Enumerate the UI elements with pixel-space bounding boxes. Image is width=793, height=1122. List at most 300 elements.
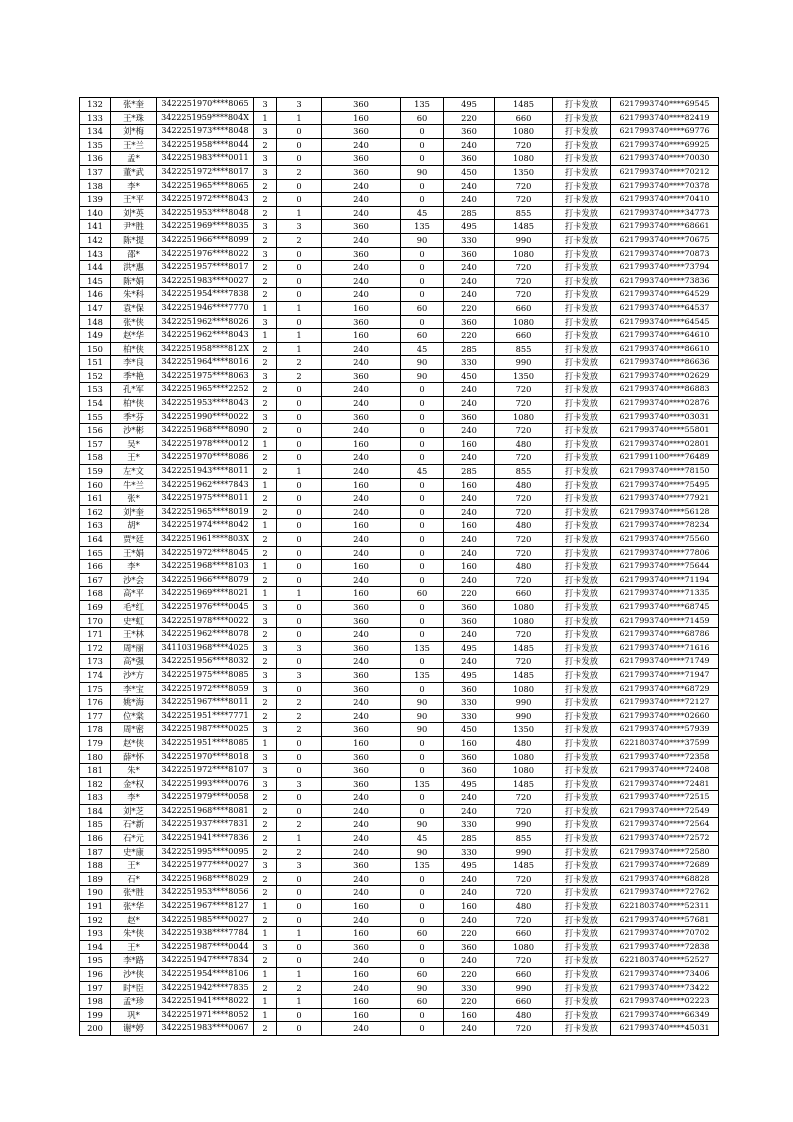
total-cell: 1350	[495, 165, 553, 179]
payment-method-cell: 打卡发放	[553, 886, 611, 900]
count-a-cell: 3	[254, 220, 277, 234]
id-number-cell: 3422251967****8011	[157, 696, 254, 710]
total-cell: 1080	[495, 940, 553, 954]
payment-table	[79, 97, 719, 1036]
row-number: 195	[80, 954, 111, 968]
subtotal-cell: 240	[444, 179, 495, 193]
payment-method-cell: 打卡发放	[553, 777, 611, 791]
row-number: 184	[80, 804, 111, 818]
amount-b-cell: 90	[401, 818, 444, 832]
total-cell: 990	[495, 709, 553, 723]
count-a-cell: 1	[254, 968, 277, 982]
subtotal-cell: 160	[444, 560, 495, 574]
name-cell: 刘*英	[111, 206, 157, 220]
count-b-cell: 0	[277, 546, 322, 560]
amount-a-cell: 160	[322, 900, 401, 914]
payment-method-cell: 打卡发放	[553, 872, 611, 886]
amount-b-cell: 0	[401, 682, 444, 696]
count-b-cell: 2	[277, 165, 322, 179]
table-row	[80, 233, 719, 247]
count-a-cell: 3	[254, 723, 277, 737]
row-number: 141	[80, 220, 111, 234]
row-number: 189	[80, 872, 111, 886]
row-number: 135	[80, 138, 111, 152]
amount-b-cell: 135	[401, 668, 444, 682]
subtotal-cell: 360	[444, 764, 495, 778]
count-a-cell: 2	[254, 696, 277, 710]
row-number: 170	[80, 614, 111, 628]
payment-method-cell: 打卡发放	[553, 397, 611, 411]
count-b-cell: 0	[277, 519, 322, 533]
name-cell: 李*	[111, 179, 157, 193]
total-cell: 660	[495, 111, 553, 125]
id-number-cell: 3422251972****8043	[157, 193, 254, 207]
name-cell: 朱*侠	[111, 927, 157, 941]
count-a-cell: 1	[254, 437, 277, 451]
amount-a-cell: 160	[322, 968, 401, 982]
card-number-cell: 6217993740****86883	[611, 383, 719, 397]
row-number: 182	[80, 777, 111, 791]
amount-b-cell: 135	[401, 777, 444, 791]
total-cell: 1350	[495, 723, 553, 737]
subtotal-cell: 360	[444, 940, 495, 954]
id-number-cell: 3422251965****2252	[157, 383, 254, 397]
subtotal-cell: 240	[444, 546, 495, 560]
amount-a-cell: 240	[322, 342, 401, 356]
amount-a-cell: 240	[322, 954, 401, 968]
name-cell: 沙*会	[111, 573, 157, 587]
table-row	[80, 138, 719, 152]
amount-a-cell: 240	[322, 206, 401, 220]
name-cell: 张*奎	[111, 98, 157, 112]
subtotal-cell: 360	[444, 125, 495, 139]
amount-b-cell: 60	[401, 968, 444, 982]
count-a-cell: 2	[254, 1022, 277, 1036]
name-cell: 柏*侠	[111, 397, 157, 411]
name-cell: 孟*	[111, 152, 157, 166]
amount-b-cell: 0	[401, 397, 444, 411]
total-cell: 720	[495, 451, 553, 465]
id-number-cell: 3422251968****8090	[157, 424, 254, 438]
subtotal-cell: 240	[444, 492, 495, 506]
amount-a-cell: 360	[322, 315, 401, 329]
count-b-cell: 1	[277, 832, 322, 846]
count-a-cell: 1	[254, 111, 277, 125]
amount-a-cell: 160	[322, 301, 401, 315]
card-number-cell: 6217993740****75495	[611, 478, 719, 492]
id-number-cell: 3422251971****8052	[157, 1008, 254, 1022]
total-cell: 1485	[495, 220, 553, 234]
count-a-cell: 3	[254, 315, 277, 329]
subtotal-cell: 450	[444, 723, 495, 737]
name-cell: 李*路	[111, 954, 157, 968]
amount-b-cell: 60	[401, 329, 444, 343]
amount-b-cell: 0	[401, 261, 444, 275]
table-row	[80, 900, 719, 914]
row-number: 153	[80, 383, 111, 397]
amount-a-cell: 240	[322, 628, 401, 642]
total-cell: 720	[495, 533, 553, 547]
id-number-cell: 3422251972****8107	[157, 764, 254, 778]
amount-b-cell: 0	[401, 736, 444, 750]
name-cell: 毛*红	[111, 600, 157, 614]
subtotal-cell: 240	[444, 383, 495, 397]
id-number-cell: 3422251964****8016	[157, 356, 254, 370]
amount-a-cell: 160	[322, 111, 401, 125]
subtotal-cell: 285	[444, 465, 495, 479]
amount-b-cell: 135	[401, 220, 444, 234]
total-cell: 660	[495, 927, 553, 941]
total-cell: 720	[495, 138, 553, 152]
payment-method-cell: 打卡发放	[553, 98, 611, 112]
total-cell: 1485	[495, 641, 553, 655]
amount-a-cell: 160	[322, 587, 401, 601]
row-number: 142	[80, 233, 111, 247]
payment-method-cell: 打卡发放	[553, 750, 611, 764]
card-number-cell: 6217993740****75644	[611, 560, 719, 574]
count-b-cell: 0	[277, 804, 322, 818]
card-number-cell: 6217993740****68729	[611, 682, 719, 696]
amount-a-cell: 360	[322, 940, 401, 954]
row-number: 158	[80, 451, 111, 465]
subtotal-cell: 360	[444, 410, 495, 424]
id-number-cell: 3422251972****8059	[157, 682, 254, 696]
total-cell: 720	[495, 546, 553, 560]
total-cell: 990	[495, 233, 553, 247]
table-row	[80, 696, 719, 710]
amount-a-cell: 240	[322, 791, 401, 805]
id-number-cell: 3422251983****0011	[157, 152, 254, 166]
table-row	[80, 329, 719, 343]
total-cell: 660	[495, 995, 553, 1009]
card-number-cell: 6217993740****72572	[611, 832, 719, 846]
total-cell: 720	[495, 179, 553, 193]
table-row	[80, 886, 719, 900]
total-cell: 660	[495, 968, 553, 982]
payment-method-cell: 打卡发放	[553, 764, 611, 778]
card-number-cell: 6217993740****68661	[611, 220, 719, 234]
subtotal-cell: 240	[444, 886, 495, 900]
amount-a-cell: 160	[322, 560, 401, 574]
table-row	[80, 614, 719, 628]
card-number-cell: 6217993740****64610	[611, 329, 719, 343]
count-b-cell: 0	[277, 886, 322, 900]
row-number: 159	[80, 465, 111, 479]
amount-a-cell: 240	[322, 383, 401, 397]
table-row	[80, 791, 719, 805]
card-number-cell: 6217993740****71459	[611, 614, 719, 628]
id-number-cell: 3422251965****8065	[157, 179, 254, 193]
id-number-cell: 3422251978****0022	[157, 614, 254, 628]
table-row	[80, 859, 719, 873]
row-number: 136	[80, 152, 111, 166]
amount-b-cell: 0	[401, 655, 444, 669]
amount-b-cell: 0	[401, 478, 444, 492]
amount-b-cell: 0	[401, 505, 444, 519]
table-row	[80, 968, 719, 982]
total-cell: 480	[495, 560, 553, 574]
subtotal-cell: 160	[444, 1008, 495, 1022]
count-a-cell: 3	[254, 600, 277, 614]
total-cell: 1080	[495, 764, 553, 778]
subtotal-cell: 220	[444, 927, 495, 941]
amount-a-cell: 360	[322, 723, 401, 737]
name-cell: 王*	[111, 940, 157, 954]
name-cell: 李*宝	[111, 682, 157, 696]
row-number: 177	[80, 709, 111, 723]
amount-b-cell: 0	[401, 138, 444, 152]
amount-a-cell: 240	[322, 465, 401, 479]
table-row	[80, 628, 719, 642]
amount-b-cell: 0	[401, 764, 444, 778]
id-number-cell: 3422251978****0012	[157, 437, 254, 451]
subtotal-cell: 285	[444, 832, 495, 846]
id-number-cell: 3422251962****8026	[157, 315, 254, 329]
card-number-cell: 6217993740****70378	[611, 179, 719, 193]
subtotal-cell: 240	[444, 655, 495, 669]
amount-b-cell: 0	[401, 886, 444, 900]
table-row	[80, 954, 719, 968]
table-row	[80, 505, 719, 519]
card-number-cell: 6217993740****70873	[611, 247, 719, 261]
total-cell: 660	[495, 587, 553, 601]
amount-a-cell: 160	[322, 519, 401, 533]
amount-a-cell: 240	[322, 261, 401, 275]
table-row	[80, 261, 719, 275]
card-number-cell: 6217993740****70212	[611, 165, 719, 179]
amount-a-cell: 240	[322, 397, 401, 411]
count-b-cell: 0	[277, 900, 322, 914]
table-row	[80, 940, 719, 954]
count-b-cell: 3	[277, 668, 322, 682]
name-cell: 沙*彬	[111, 424, 157, 438]
total-cell: 720	[495, 573, 553, 587]
count-b-cell: 1	[277, 465, 322, 479]
card-number-cell: 6217993740****72549	[611, 804, 719, 818]
row-number: 155	[80, 410, 111, 424]
row-number: 194	[80, 940, 111, 954]
name-cell: 袁*保	[111, 301, 157, 315]
id-number-cell: 3422251958****812X	[157, 342, 254, 356]
name-cell: 贾*廷	[111, 533, 157, 547]
amount-b-cell: 0	[401, 179, 444, 193]
row-number: 187	[80, 845, 111, 859]
count-a-cell: 3	[254, 682, 277, 696]
card-number-cell: 6217993740****73422	[611, 981, 719, 995]
row-number: 132	[80, 98, 111, 112]
total-cell: 480	[495, 900, 553, 914]
subtotal-cell: 495	[444, 98, 495, 112]
amount-b-cell: 90	[401, 845, 444, 859]
payment-method-cell: 打卡发放	[553, 655, 611, 669]
amount-a-cell: 360	[322, 764, 401, 778]
row-number: 143	[80, 247, 111, 261]
subtotal-cell: 240	[444, 804, 495, 818]
name-cell: 柏*侠	[111, 342, 157, 356]
payment-method-cell: 打卡发放	[553, 682, 611, 696]
count-a-cell: 1	[254, 329, 277, 343]
table-row	[80, 804, 719, 818]
total-cell: 720	[495, 628, 553, 642]
count-b-cell: 0	[277, 261, 322, 275]
name-cell: 金*权	[111, 777, 157, 791]
id-number-cell: 3422251968****8029	[157, 872, 254, 886]
id-number-cell: 3422251987****0044	[157, 940, 254, 954]
count-b-cell: 0	[277, 451, 322, 465]
amount-b-cell: 45	[401, 832, 444, 846]
subtotal-cell: 240	[444, 261, 495, 275]
amount-b-cell: 0	[401, 954, 444, 968]
count-a-cell: 2	[254, 832, 277, 846]
card-number-cell: 6217993740****73836	[611, 274, 719, 288]
total-cell: 855	[495, 342, 553, 356]
id-number-cell: 3422251953****8048	[157, 206, 254, 220]
amount-b-cell: 0	[401, 940, 444, 954]
table-row	[80, 927, 719, 941]
id-number-cell: 3422251969****8021	[157, 587, 254, 601]
name-cell: 李*良	[111, 356, 157, 370]
count-a-cell: 2	[254, 274, 277, 288]
row-number: 173	[80, 655, 111, 669]
amount-b-cell: 0	[401, 315, 444, 329]
total-cell: 720	[495, 424, 553, 438]
row-number: 166	[80, 560, 111, 574]
id-number-cell: 3422251961****803X	[157, 533, 254, 547]
total-cell: 990	[495, 356, 553, 370]
count-a-cell: 1	[254, 587, 277, 601]
row-number: 200	[80, 1022, 111, 1036]
id-number-cell: 3411031968****4025	[157, 641, 254, 655]
total-cell: 1080	[495, 750, 553, 764]
name-cell: 王*	[111, 859, 157, 873]
payment-method-cell: 打卡发放	[553, 342, 611, 356]
count-a-cell: 2	[254, 397, 277, 411]
payment-method-cell: 打卡发放	[553, 519, 611, 533]
table-row	[80, 641, 719, 655]
count-b-cell: 1	[277, 111, 322, 125]
count-a-cell: 2	[254, 356, 277, 370]
amount-a-cell: 360	[322, 152, 401, 166]
id-number-cell: 3422251990****0022	[157, 410, 254, 424]
table-row	[80, 777, 719, 791]
card-number-cell: 6217993740****72358	[611, 750, 719, 764]
total-cell: 990	[495, 696, 553, 710]
table-row	[80, 1008, 719, 1022]
amount-b-cell: 90	[401, 981, 444, 995]
subtotal-cell: 330	[444, 981, 495, 995]
count-a-cell: 2	[254, 804, 277, 818]
id-number-cell: 3422251972****8045	[157, 546, 254, 560]
payment-method-cell: 打卡发放	[553, 315, 611, 329]
amount-b-cell: 60	[401, 301, 444, 315]
table-row	[80, 451, 719, 465]
table-row	[80, 764, 719, 778]
total-cell: 720	[495, 954, 553, 968]
subtotal-cell: 450	[444, 369, 495, 383]
amount-a-cell: 240	[322, 533, 401, 547]
count-a-cell: 2	[254, 505, 277, 519]
subtotal-cell: 285	[444, 342, 495, 356]
name-cell: 胡*	[111, 519, 157, 533]
count-b-cell: 2	[277, 845, 322, 859]
name-cell: 孟*珍	[111, 995, 157, 1009]
amount-a-cell: 360	[322, 859, 401, 873]
amount-a-cell: 360	[322, 165, 401, 179]
table-row	[80, 995, 719, 1009]
subtotal-cell: 220	[444, 329, 495, 343]
total-cell: 720	[495, 886, 553, 900]
payment-method-cell: 打卡发放	[553, 274, 611, 288]
id-number-cell: 3422251951****7771	[157, 709, 254, 723]
payment-method-cell: 打卡发放	[553, 600, 611, 614]
total-cell: 720	[495, 261, 553, 275]
name-cell: 姚*海	[111, 696, 157, 710]
payment-method-cell: 打卡发放	[553, 437, 611, 451]
id-number-cell: 3422251953****8043	[157, 397, 254, 411]
table-row	[80, 274, 719, 288]
amount-a-cell: 240	[322, 804, 401, 818]
total-cell: 1080	[495, 247, 553, 261]
row-number: 157	[80, 437, 111, 451]
amount-b-cell: 0	[401, 1022, 444, 1036]
count-a-cell: 2	[254, 872, 277, 886]
count-b-cell: 0	[277, 397, 322, 411]
card-number-cell: 6217993740****71616	[611, 641, 719, 655]
name-cell: 位*棠	[111, 709, 157, 723]
name-cell: 刘*芝	[111, 804, 157, 818]
id-number-cell: 3422251938****7784	[157, 927, 254, 941]
payment-method-cell: 打卡发放	[553, 709, 611, 723]
name-cell: 沙*方	[111, 668, 157, 682]
id-number-cell: 3422251975****8011	[157, 492, 254, 506]
count-a-cell: 3	[254, 125, 277, 139]
total-cell: 1080	[495, 682, 553, 696]
table-row	[80, 682, 719, 696]
amount-b-cell: 135	[401, 98, 444, 112]
payment-method-cell: 打卡发放	[553, 1008, 611, 1022]
card-number-cell: 6217993740****68786	[611, 628, 719, 642]
table-row	[80, 981, 719, 995]
count-b-cell: 1	[277, 968, 322, 982]
count-b-cell: 0	[277, 247, 322, 261]
row-number: 180	[80, 750, 111, 764]
count-a-cell: 1	[254, 900, 277, 914]
id-number-cell: 3422251969****8035	[157, 220, 254, 234]
amount-a-cell: 240	[322, 655, 401, 669]
amount-a-cell: 360	[322, 125, 401, 139]
count-b-cell: 2	[277, 709, 322, 723]
subtotal-cell: 495	[444, 777, 495, 791]
table-row	[80, 206, 719, 220]
row-number: 190	[80, 886, 111, 900]
name-cell: 沙*侠	[111, 968, 157, 982]
row-number: 145	[80, 274, 111, 288]
row-number: 156	[80, 424, 111, 438]
count-b-cell: 0	[277, 682, 322, 696]
id-number-cell: 3422251987****0025	[157, 723, 254, 737]
count-a-cell: 3	[254, 98, 277, 112]
card-number-cell: 6217993740****71194	[611, 573, 719, 587]
total-cell: 720	[495, 383, 553, 397]
id-number-cell: 3422251937****7831	[157, 818, 254, 832]
subtotal-cell: 495	[444, 668, 495, 682]
count-b-cell: 2	[277, 696, 322, 710]
payment-method-cell: 打卡发放	[553, 560, 611, 574]
row-number: 167	[80, 573, 111, 587]
amount-a-cell: 240	[322, 696, 401, 710]
amount-b-cell: 0	[401, 519, 444, 533]
count-b-cell: 0	[277, 954, 322, 968]
